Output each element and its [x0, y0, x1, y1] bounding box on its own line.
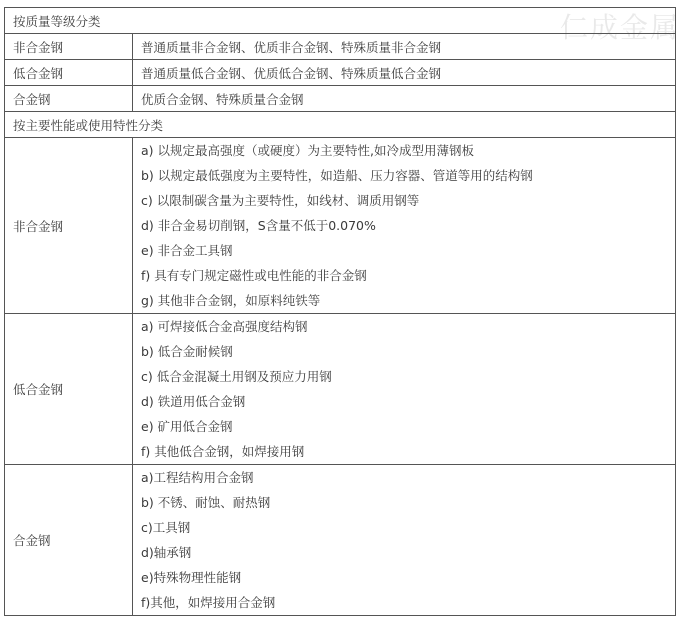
table-row [5, 86, 676, 112]
table-row [5, 60, 676, 86]
characteristics-list [133, 314, 676, 465]
characteristics-list [133, 465, 676, 616]
watermark: 仁成金属 [560, 11, 680, 44]
table-row [5, 34, 676, 60]
section-header-row [5, 8, 676, 34]
section-header-row [5, 112, 676, 138]
characteristics-list [133, 138, 676, 314]
list-item: f) 具有专门规定磁性或电性能的非合金钢 [141, 268, 367, 283]
list-item: e) 矿用低合金钢 [141, 419, 233, 434]
list-item: c) 以限制碳含量为主要特性，如线材、调质用钢等 [141, 193, 420, 208]
steel-type: 低合金钢 [5, 314, 133, 465]
list-item: e) 非合金工具钢 [141, 243, 233, 258]
list-item: a)工程结构用合金钢 [141, 470, 254, 485]
list-item: g) 其他非合金钢，如原料纯铁等 [141, 293, 321, 308]
list-item: d) 铁道用低合金钢 [141, 394, 246, 409]
list-item: a) 可焊接低合金高强度结构钢 [141, 319, 308, 334]
table-row [5, 465, 676, 616]
steel-grades: 普通质量非合金钢、优质非合金钢、特殊质量非合金钢 [133, 34, 676, 60]
steel-type: 合金钢 [5, 465, 133, 616]
list-item: d)轴承钢 [141, 545, 192, 560]
list-item: e)特殊物理性能钢 [141, 570, 242, 585]
section-title: 按质量等级分类 [5, 8, 676, 34]
steel-classification-table [4, 7, 676, 616]
steel-type: 非合金钢 [5, 138, 133, 314]
list-item: f) 其他低合金钢，如焊接用钢 [141, 444, 305, 459]
list-item: c)工具钢 [141, 520, 191, 535]
steel-type: 非合金钢 [5, 34, 133, 60]
list-item: b) 不锈、耐蚀、耐热钢 [141, 495, 271, 510]
list-item: d) 非合金易切削钢，S含量不低于0.070% [141, 218, 376, 233]
steel-type: 合金钢 [5, 86, 133, 112]
table-row [5, 138, 676, 314]
steel-grades: 优质合金钢、特殊质量合金钢 [133, 86, 676, 112]
steel-type: 低合金钢 [5, 60, 133, 86]
list-item: c) 低合金混凝土用钢及预应力用钢 [141, 369, 332, 384]
table-row [5, 314, 676, 465]
list-item: a) 以规定最高强度（或硬度）为主要特性,如冷成型用薄钢板 [141, 143, 474, 158]
steel-grades: 普通质量低合金钢、优质低合金钢、特殊质量低合金钢 [133, 60, 676, 86]
section-title: 按主要性能或使用特性分类 [5, 112, 676, 138]
list-item: f)其他，如焊接用合金钢 [141, 595, 276, 610]
list-item: b) 以规定最低强度为主要特性，如造船、压力容器、管道等用的结构钢 [141, 168, 533, 183]
list-item: b) 低合金耐候钢 [141, 344, 233, 359]
